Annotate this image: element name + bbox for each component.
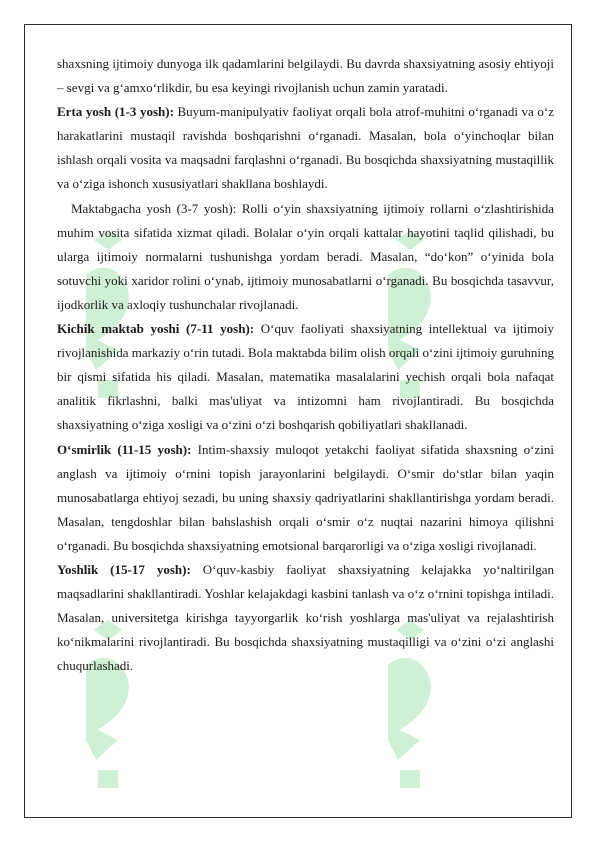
paragraph-early-age — [57, 100, 554, 196]
paragraph-text: Intim-shaxsiy muloqot yetakchi faoliyat sifatida shaxsning o‘zini anglash va ijtimoiy o‘rnini topish jarayonlarini belgilaydi. O‘smir do‘stlar bilan yaqin munosabatlarga ehtiyoj sezadi, bu uning shaxsiy qadriyatlarini shakllantirishga yordam beradi. Masalan, tengdoshlar bilan bahslashish orqali o‘smir o‘z nuqtai nazarini himoya qilishni o‘rganadi. Bu bosqichda shaxsiyatning emotsional barqarorligi va o‘ziga xosligi rivojlanadi. — [57, 441, 554, 553]
paragraph-primary-school — [57, 317, 554, 437]
paragraph-text: Maktabgacha yosh (3-7 yosh): Rolli o‘yin shaxsiyatning ijtimoiy rollarni o‘zlashtirishida muhim vosita sifatida xizmat qiladi. Bolalar o‘yin orqali kattalar hayotini taqlid qilishadi, bu ularga ijtimoiy normalarni tushunishga yordam beradi. Masalan, “do‘kon” o‘yinida bola sotuvchi yoki xaridor rolini o‘ynab, ijtimoiy munosabatlarni o‘rganadi. Bu bosqichda tasavvur, ijodkorlik va axloqiy tushunchalar rivojlanadi. — [57, 200, 554, 312]
paragraph-text: O‘quv faoliyati shaxsiyatning intellektual va ijtimoiy rivojlanishida markaziy o‘rin tutadi. Bola maktabda bilim olish orqali o‘zini ijtimoiy guruhning bir qismi sifatida his qiladi. Masalan, matematika masalalarini yechish orqali bola nafaqat analitik fikrlashni, balki mas'uliyat va intizomni ham rivojlantiradi. Bu bosqichda shaxsiyatning o‘ziga xosligi va o‘zini o‘zi boshqarish qobiliyatlari shakllanadi. — [57, 321, 554, 433]
section-heading: Kichik maktab yoshi (7-11 yosh): — [57, 321, 255, 337]
section-heading: O‘smirlik (11-15 yosh): — [57, 441, 192, 457]
section-heading: Yoshlik (15-17 yosh): — [57, 561, 191, 577]
paragraph — [57, 52, 554, 100]
paragraph-preschool-age — [57, 197, 554, 317]
paragraph-text: O‘quv-kasbiy faoliyat shaxsiyatning kelajakka yo‘naltirilgan maqsadlarini shakllantiradi. Yoshlar kelajakdagi kasbini tanlash va o‘z o‘rnini topishga intiladi. Masalan, universitetga kirishga tayyorgarlik ko‘rish yoshlarga mas'uliyat va rejalashtirish ko‘nikmalarini rivojlantiradi. Bu bosqichda shaxsiyatning mustaqilligi va o‘zini o‘zi anglashi chuqurlashadi. — [57, 561, 555, 674]
document-body — [57, 52, 554, 678]
section-heading: Erta yosh (1-3 yosh): — [57, 104, 174, 120]
paragraph-text: Buyum-manipulyativ faoliyat orqali bola atrof-muhitni o‘rganadi va o‘z harakatlarini mustaqil ravishda boshqarishni o‘rganadi. Masalan, bola o‘yinchoqlar bilan ishlash orqali vosita va maqsadni farqlashni o‘rganadi. Bu bosqichda shaxsiyatning mustaqillik va o‘ziga ishonch xususiyatlari shakllana boshlaydi. — [57, 104, 554, 192]
paragraph-adolescence — [57, 438, 554, 558]
paragraph-youth — [57, 558, 554, 678]
paragraph-text: shaxsning ijtimoiy dunyoga ilk qadamlarini belgilaydi. Bu davrda shaxsiyatning asosiy ehtiyoji – sevgi va g‘amxo‘rlikdir, bu esa keyingi rivojlanish uchun zamin yaratadi. — [57, 56, 554, 96]
